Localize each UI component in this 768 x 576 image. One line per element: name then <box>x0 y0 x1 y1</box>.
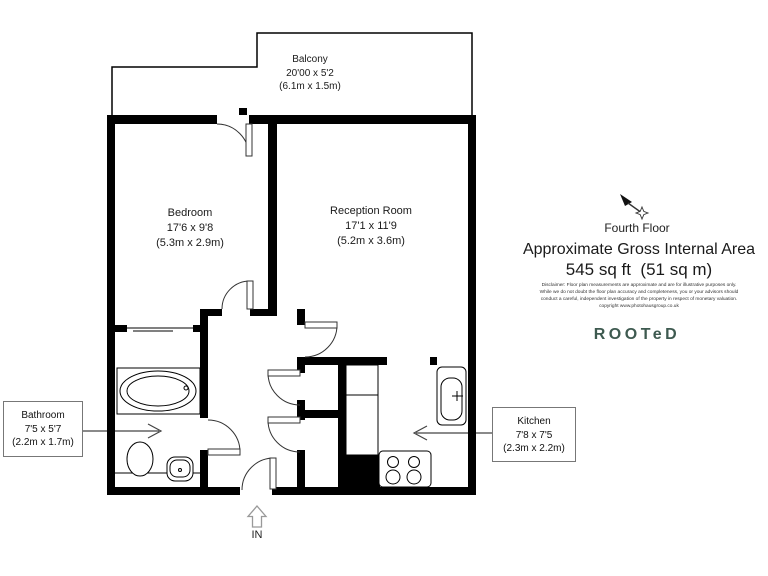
bedroom-label <box>110 206 270 251</box>
bedroom-size-metric: (5.3m x 2.9m) <box>156 237 224 249</box>
kitchen-pointer-arrow <box>414 426 493 440</box>
bathroom-name: Bathroom <box>21 410 65 421</box>
reception-size-imperial: 17'1 x 11'9 <box>345 220 397 232</box>
reception-label <box>291 204 451 249</box>
disclaimer-line-4: copyright www.photohausgroup.co.uk <box>599 304 679 309</box>
brand-logo: ROOTeD <box>593 326 681 343</box>
entrance-door-leaf <box>270 458 276 489</box>
kitchen-callout <box>492 407 576 462</box>
balcony-size-imperial: 20'00 x 5'2 <box>286 67 334 79</box>
bedroom-door-arc <box>222 281 250 309</box>
bathtub-icon <box>117 368 200 414</box>
kitchen-size-metric: (2.3m x 2.2m) <box>503 443 565 454</box>
floor-title: Fourth Floor <box>604 221 670 235</box>
bathroom-door-arc <box>208 420 240 452</box>
kitchen-counter <box>346 365 378 455</box>
entrance-arrow-icon <box>248 506 266 527</box>
reception-door-leaf <box>305 322 337 328</box>
north-arrow-icon <box>620 194 648 219</box>
disclaimer-line-2: While we do not doubt the floor plan accuracy and completeness, you or your advisors should <box>539 290 739 295</box>
reception-name: Reception Room <box>330 205 412 217</box>
balcony-label <box>230 53 390 94</box>
bathroom-door-leaf <box>208 449 240 455</box>
kitchen-unit-block <box>338 455 380 487</box>
kitchen-name: Kitchen <box>517 416 551 427</box>
area-title: Approximate Gross Internal Area <box>522 241 756 258</box>
bathroom-callout <box>3 401 83 457</box>
bedroom-size-imperial: 17'6 x 9'8 <box>166 222 214 234</box>
entrance-in-label: IN <box>251 529 263 541</box>
disclaimer-line-1: Disclaimer: Floor plan measurements are approximate and are for illustrative purposes only. <box>541 283 737 288</box>
hall-door-leaf <box>268 417 300 423</box>
disclaimer-line-3: conduct a careful, independent investigation of the property in respect of monetary valuation. <box>540 297 738 302</box>
kitchen-sink-icon <box>437 367 466 425</box>
toilet-icon <box>127 442 153 476</box>
kitchen-size-imperial: 7'8 x 7'5 <box>515 429 553 441</box>
hob-icon <box>379 451 431 487</box>
balcony-size-metric: (6.1m x 1.5m) <box>279 81 341 92</box>
cupboard-door-leaf <box>268 370 300 376</box>
bathroom-size-metric: (2.2m x 1.7m) <box>12 437 74 448</box>
balcony-door-arc <box>217 124 249 156</box>
reception-size-metric: (5.2m x 3.6m) <box>337 235 405 247</box>
wardrobe-doors <box>127 325 193 332</box>
cupboard-door-arc <box>268 373 300 405</box>
reception-door-arc <box>305 325 337 357</box>
hall-door-arc <box>268 420 300 452</box>
entrance-door-arc <box>242 458 274 490</box>
area-value: 545 sq ft (51 sq m) <box>565 260 713 279</box>
bathroom-pointer-arrow <box>82 424 161 438</box>
balcony-door-leaf <box>246 124 252 156</box>
bathroom-size-imperial: 7'5 x 5'7 <box>24 423 62 435</box>
bedroom-door-leaf <box>247 281 253 309</box>
bedroom-name: Bedroom <box>167 207 213 219</box>
basin-icon <box>167 457 193 481</box>
disclaimer <box>513 282 765 310</box>
balcony-name: Balcony <box>292 54 328 65</box>
